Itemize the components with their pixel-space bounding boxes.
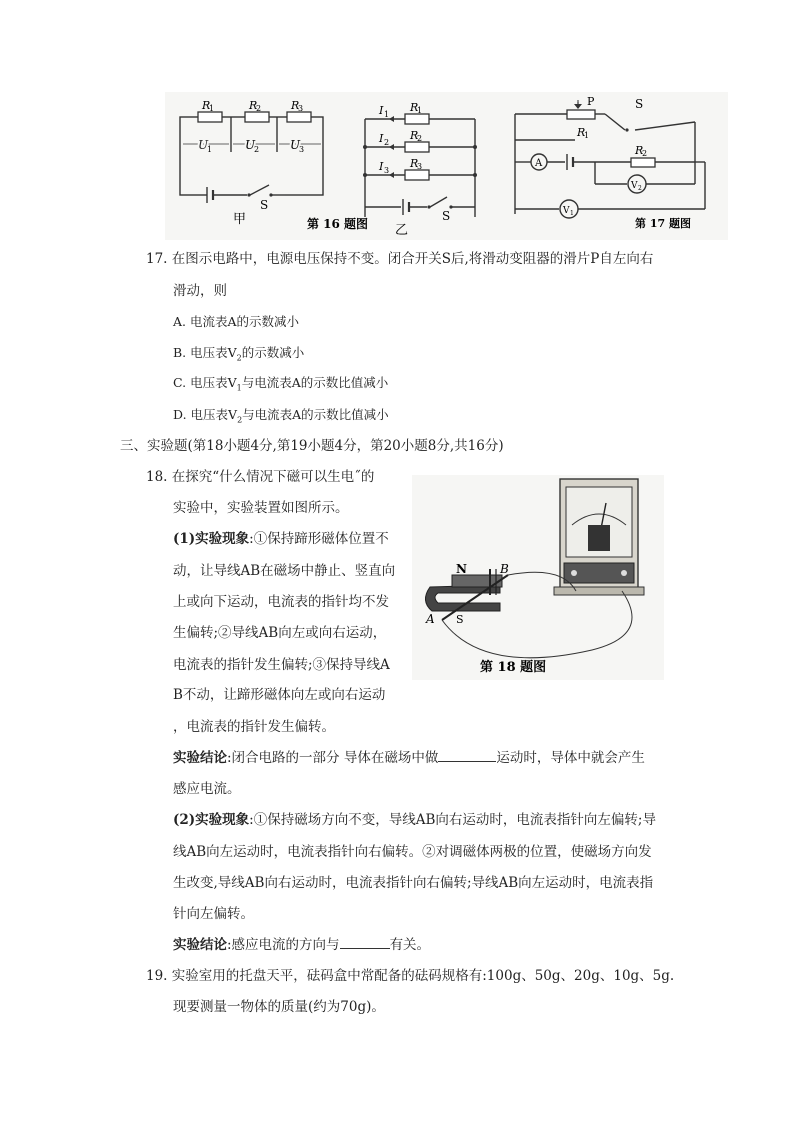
q17-stem-line1: 17. 在图示电路中，电源电压保持不变。闭合开关S后,将滑动变阻器的滑片P自左向右 bbox=[146, 251, 654, 267]
q17-option-a: A. 电流表A的示数减小 bbox=[173, 314, 300, 329]
yi-r1-sub: 1 bbox=[417, 106, 423, 115]
rheostat bbox=[567, 110, 595, 119]
jia-u1-label: U bbox=[198, 138, 209, 152]
q18-conclusion1-b: 运动时，导体中就会产生 bbox=[496, 750, 645, 766]
q17-option-c-pre: C. 电压表V bbox=[173, 375, 237, 390]
q17-p-label: P bbox=[587, 95, 595, 108]
q18-p2-label: (2)实验现象 bbox=[173, 812, 250, 828]
q17-option-d-sub: 2 bbox=[237, 415, 243, 425]
caption-16: 第 16 题图 bbox=[307, 217, 369, 231]
q18-conclusion1-label: 实验结论 bbox=[173, 750, 227, 766]
circuit-yi bbox=[363, 101, 477, 238]
q17-stem-line2: 滑动，则 bbox=[173, 283, 227, 299]
q18-line2: 实验中，实验装置如图所示。 bbox=[173, 500, 349, 516]
jia-r2-label: R bbox=[249, 99, 258, 112]
caption-17: 第 17 题图 bbox=[635, 217, 691, 230]
q18-fig-b: B bbox=[500, 562, 509, 576]
circuit-17 bbox=[515, 95, 705, 230]
section-3-heading: 三、实验题(第18小题4分,第19小题4分，第20小题8分,共16分) bbox=[120, 438, 504, 454]
q17-option-d-post: 与电流表A的示数比值减小 bbox=[242, 407, 389, 422]
q17-r1-sub: 1 bbox=[584, 131, 590, 140]
yi-label: 乙 bbox=[395, 223, 409, 238]
jia-r3-label: R bbox=[291, 99, 300, 112]
q17-r1-label: R bbox=[577, 126, 586, 139]
q18-p2-a: :①保持磁场方向不变，导线AB向右运动时，电流表指针向左偏转;导 bbox=[249, 812, 656, 828]
yi-r2-sub: 2 bbox=[417, 134, 423, 143]
q17-option-c-post: 与电流表A的示数比值减小 bbox=[241, 375, 389, 390]
resistor-r3 bbox=[287, 112, 311, 122]
figure-18 bbox=[412, 475, 664, 680]
q18-fig-n: N bbox=[456, 562, 467, 576]
jia-u1-sub: 1 bbox=[207, 145, 213, 154]
circuit-jia bbox=[180, 99, 323, 227]
q17-v2-label: V bbox=[631, 181, 638, 191]
yi-i2-label: I bbox=[379, 132, 384, 145]
q17-option-c bbox=[173, 374, 388, 398]
q17-v1-label: V bbox=[563, 206, 570, 216]
yi-switch-label: S bbox=[442, 209, 451, 223]
jia-r2-sub: 2 bbox=[256, 104, 262, 113]
q17-ammeter-label: A bbox=[535, 158, 543, 169]
figure-16-17 bbox=[165, 92, 728, 240]
q17-option-d bbox=[173, 406, 389, 430]
q18-fig-caption: 第 18 题图 bbox=[480, 660, 547, 675]
yi-i3-sub: 3 bbox=[384, 166, 390, 175]
q18-line3 bbox=[173, 530, 389, 548]
jia-r3-sub: 3 bbox=[298, 104, 304, 113]
yi-i2-sub: 2 bbox=[384, 138, 390, 147]
q18-p1-text: :①保持蹄形磁体位置不 bbox=[249, 531, 389, 547]
jia-u2-label: U bbox=[245, 138, 256, 152]
q17-v1-sub: 1 bbox=[570, 210, 574, 217]
q18-fig-s: S bbox=[456, 613, 464, 626]
yi-r1-label: R bbox=[410, 101, 419, 114]
q18-p2-line1 bbox=[173, 811, 656, 829]
q18-conclusion1-a: :闭合电路的一部分 导体在磁场中做 bbox=[227, 750, 439, 766]
yi-i1-sub: 1 bbox=[384, 110, 390, 119]
q18-conclusion2-label: 实验结论 bbox=[173, 937, 227, 953]
q18-conclusion1-c: 感应电流。 bbox=[173, 781, 241, 797]
experiment-apparatus bbox=[412, 475, 664, 680]
yi-r3-sub: 3 bbox=[417, 162, 423, 171]
jia-r1-sub: 1 bbox=[209, 104, 215, 113]
q17-s-label: S bbox=[635, 97, 644, 111]
jia-r1-label: R bbox=[202, 99, 211, 112]
jia-switch-label: S bbox=[260, 198, 269, 212]
q17-option-b bbox=[173, 344, 304, 368]
q17-option-b-pre: B. 电压表V bbox=[173, 345, 237, 360]
q17-option-c-sub: 1 bbox=[236, 383, 242, 393]
q18-line9: ，电流表的指针发生偏转。 bbox=[173, 719, 335, 735]
jia-label: 甲 bbox=[233, 212, 247, 227]
q18-conclusion2 bbox=[173, 936, 430, 954]
q18-blank-1[interactable] bbox=[438, 749, 496, 762]
q18-p1-label: (1)实验现象 bbox=[173, 531, 250, 547]
q18-line7: 电流表的指针发生偏转;③保持导线A bbox=[173, 657, 390, 673]
yi-r2-label: R bbox=[410, 129, 419, 142]
q18-line6: 生偏转;②导线AB向左或向右运动， bbox=[173, 625, 387, 641]
q19-line1: 19. 实验室用的托盘天平，砝码盒中常配备的砝码规格有:100g、50g、20g、10g、5g. bbox=[146, 968, 675, 984]
q18-line8: B不动，让蹄形磁体向左或向右运动 bbox=[173, 687, 386, 703]
q17-r2-sub: 2 bbox=[642, 149, 648, 158]
q18-line5: 上或向下运动，电流表的指针均不发 bbox=[173, 594, 389, 610]
q18-fig-a: A bbox=[426, 612, 435, 626]
circuit-diagrams bbox=[165, 92, 728, 240]
q19-line2: 现要测量一物体的质量(约为70g)。 bbox=[173, 999, 385, 1015]
q18-line1: 18. 在探究“什么情况下磁可以生电˝的 bbox=[146, 469, 375, 485]
yi-i3-label: I bbox=[379, 160, 384, 173]
q17-option-d-pre: D. 电压表V bbox=[173, 407, 238, 422]
yi-i1-label: I bbox=[379, 104, 384, 117]
q18-conclusion2-a: :感应电流的方向与 bbox=[227, 937, 340, 953]
q17-r2-label: R bbox=[635, 144, 644, 157]
jia-u3-label: U bbox=[290, 138, 301, 152]
q18-p2-line2: 线AB向左运动时，电流表指针向右偏转。②对调磁体两极的位置，使磁场方向发 bbox=[173, 844, 652, 860]
yi-r3-label: R bbox=[410, 157, 419, 170]
q18-p2-line3: 生改变,导线AB向右运动时，电流表指针向右偏转;导线AB向左运动时，电流表指 bbox=[173, 875, 654, 891]
jia-u2-sub: 2 bbox=[254, 145, 260, 154]
q17-v2-sub: 2 bbox=[638, 185, 642, 192]
q18-p2-line4: 针向左偏转。 bbox=[173, 906, 254, 922]
q18-conclusion2-b: 有关。 bbox=[389, 937, 431, 953]
q17-option-b-post: 的示数减小 bbox=[241, 345, 305, 360]
q18-blank-2[interactable] bbox=[340, 936, 390, 949]
q18-conclusion1 bbox=[173, 749, 645, 767]
q18-line4: 动，让导线AB在磁场中静止、竖直向 bbox=[173, 563, 396, 579]
resistor-r1 bbox=[198, 112, 222, 122]
resistor-r2 bbox=[245, 112, 269, 122]
q17-option-b-sub: 2 bbox=[236, 353, 242, 363]
jia-u3-sub: 3 bbox=[299, 145, 305, 154]
